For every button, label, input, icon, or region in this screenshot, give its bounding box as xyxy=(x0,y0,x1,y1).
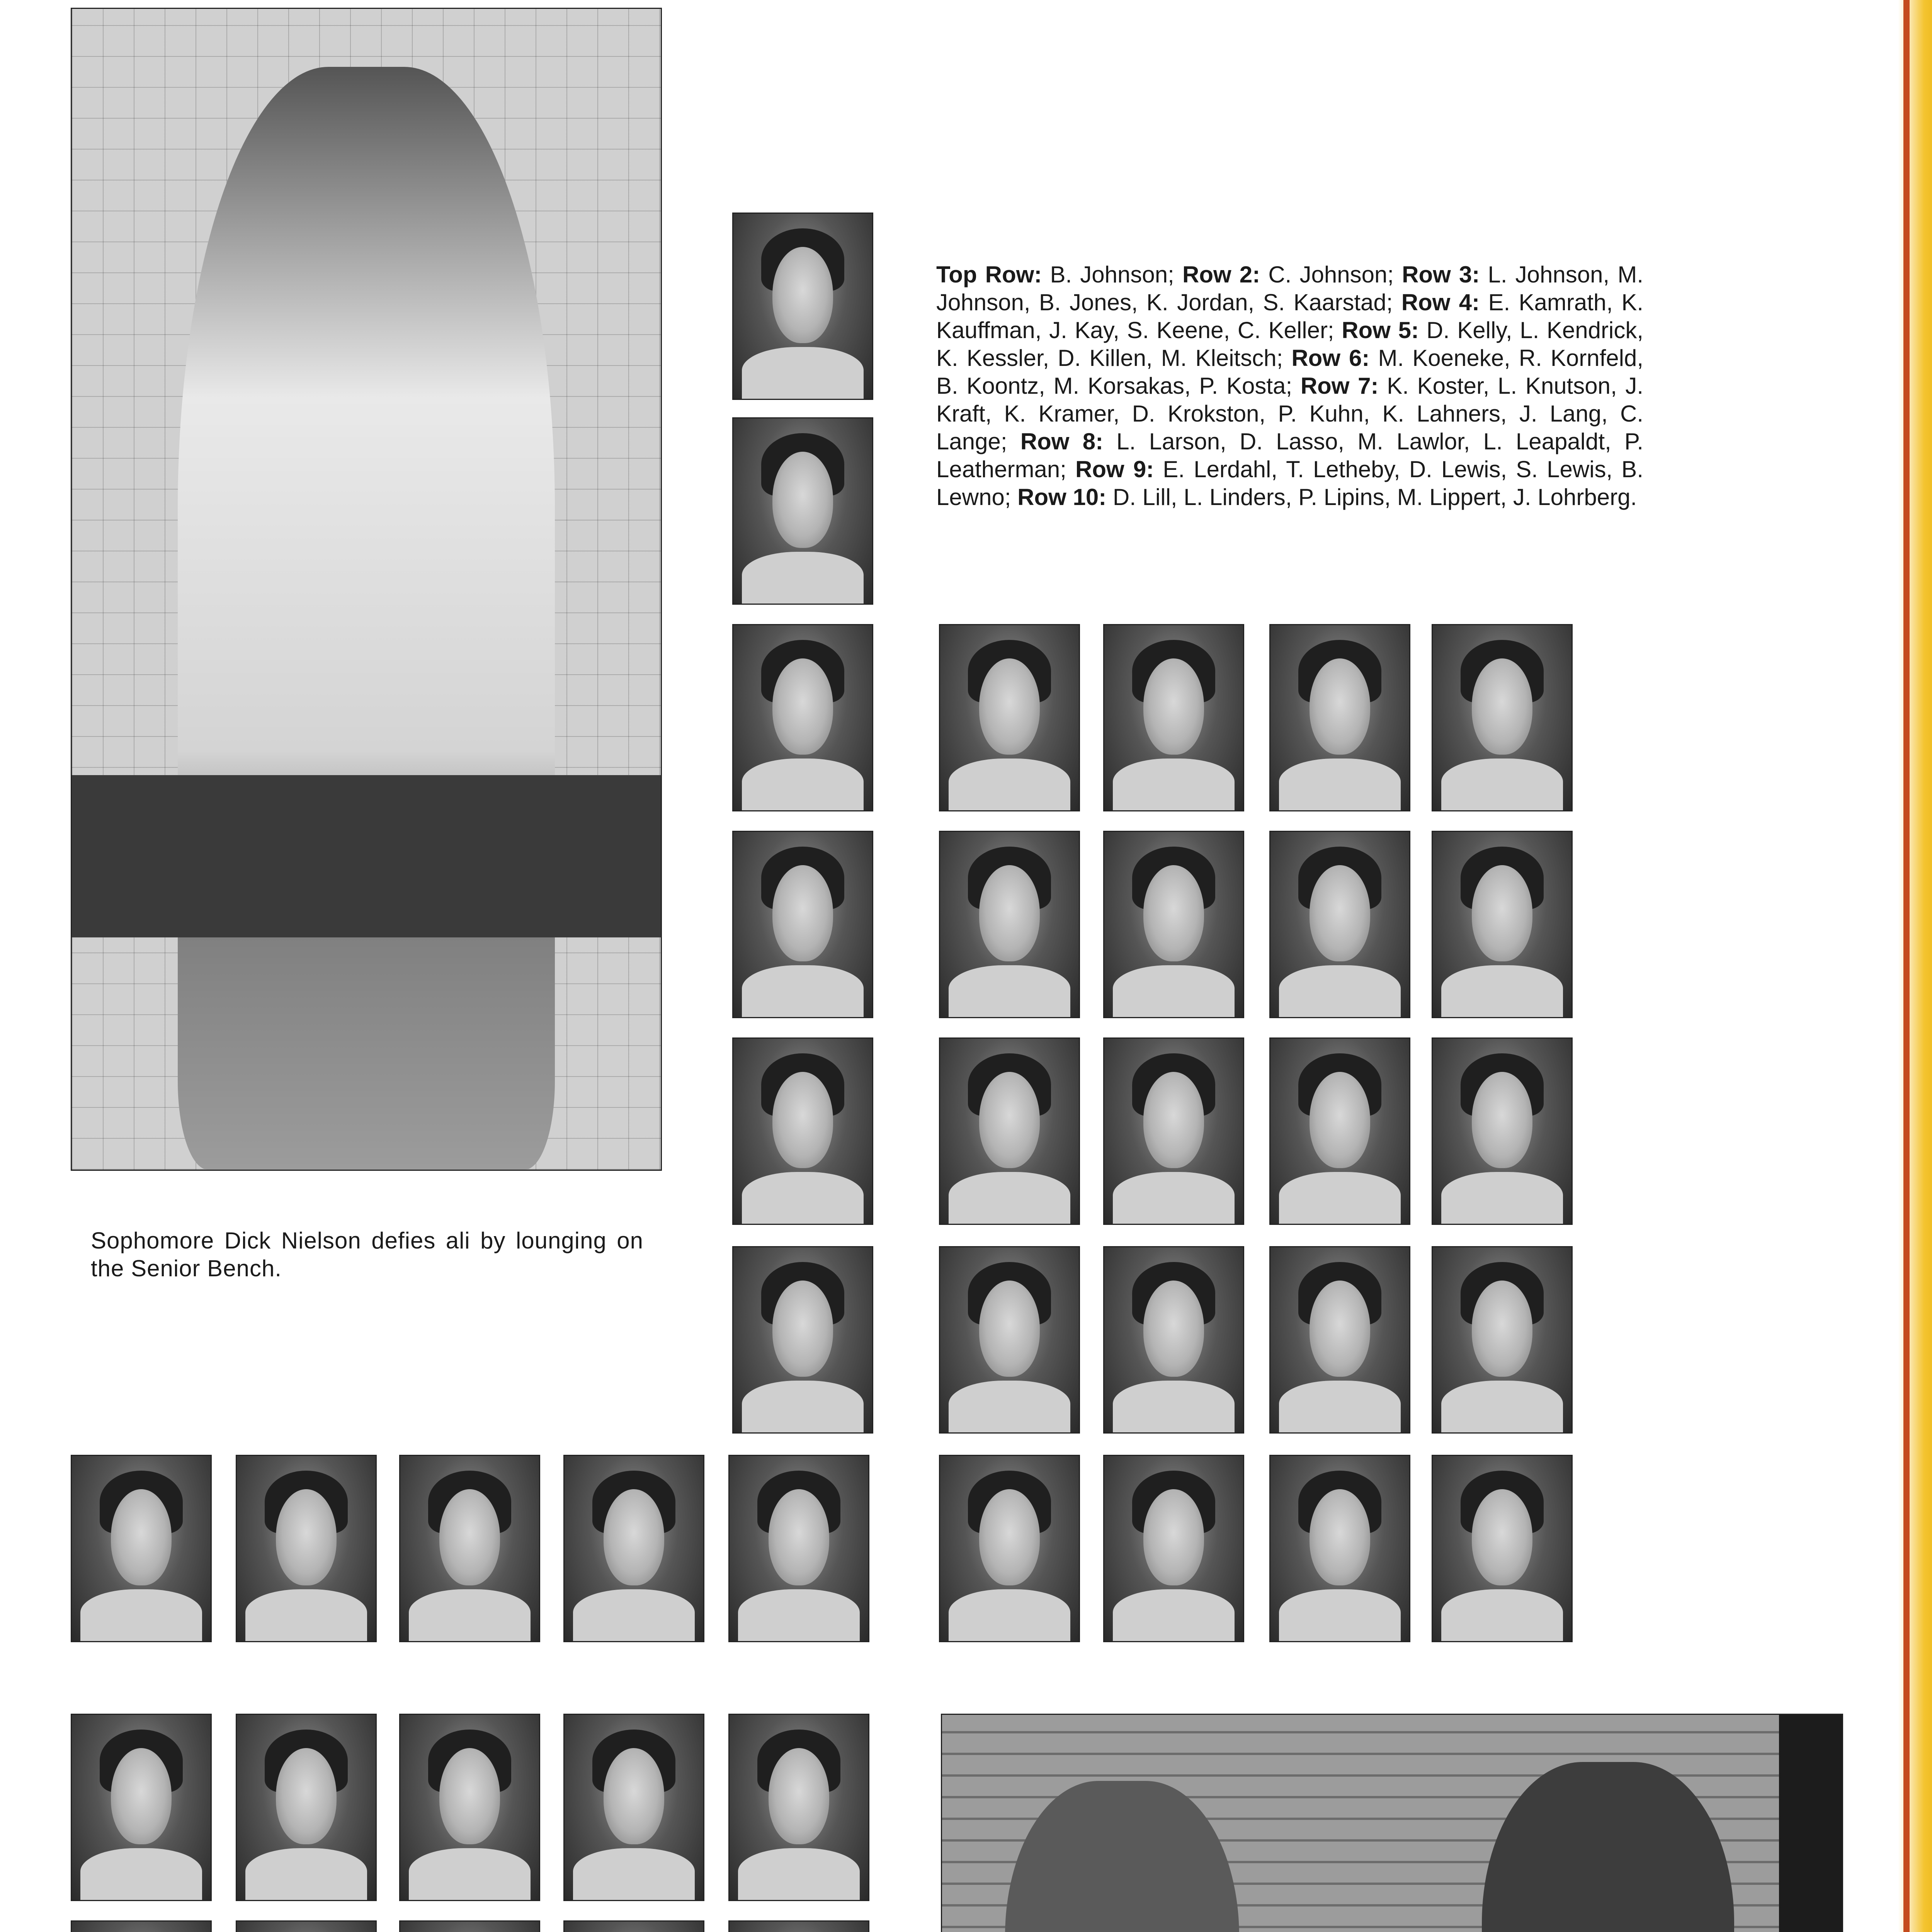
portrait-shoulders xyxy=(1113,1381,1235,1432)
student-left xyxy=(1005,1781,1239,1932)
student-portrait xyxy=(1269,1037,1410,1225)
student-portrait xyxy=(1103,1455,1244,1642)
portrait-shoulders xyxy=(949,1589,1071,1641)
roster-row-names: K. Koster, L. Knutson, J. Kraft, K. Kramer, D. Krokston, P. Kuhn, K. Lahners, J. Lang, C. Lange; xyxy=(936,373,1643,454)
portrait-face xyxy=(772,1281,833,1377)
student-portrait xyxy=(1269,1246,1410,1434)
portrait-shoulders xyxy=(1113,1172,1235,1224)
student-portrait xyxy=(1432,624,1573,811)
bench-caption: Sophomore Dick Nielson defies ali by lounging on the Senior Bench. xyxy=(91,1228,643,1281)
portrait-face xyxy=(439,1748,500,1844)
portrait-face xyxy=(769,1489,830,1585)
student-figure xyxy=(178,67,554,1170)
portrait-face xyxy=(1310,865,1371,961)
student-portrait xyxy=(939,831,1080,1018)
student-portrait xyxy=(1269,831,1410,1018)
portrait-shoulders xyxy=(409,1848,531,1900)
student-portrait xyxy=(1103,624,1244,811)
lunch-photo xyxy=(941,1714,1843,1932)
portrait-face xyxy=(979,1281,1040,1377)
portrait-face xyxy=(1143,1072,1204,1168)
student-portrait xyxy=(236,1714,377,1901)
portrait-shoulders xyxy=(949,965,1071,1017)
portrait-shoulders xyxy=(245,1589,367,1641)
portrait-shoulders xyxy=(573,1848,695,1900)
student-portrait xyxy=(236,1455,377,1642)
portrait-shoulders xyxy=(738,1589,860,1641)
roster-row-names: D. Kelly, L. Kendrick, K. Kessler, D. Killen, M. Kleitsch; xyxy=(936,317,1644,371)
portrait-face xyxy=(979,1489,1040,1585)
portrait-face xyxy=(276,1748,337,1844)
portrait-shoulders xyxy=(1279,1381,1401,1432)
student-portrait xyxy=(939,1455,1080,1642)
portrait-face xyxy=(111,1748,172,1844)
student-portrait xyxy=(1103,1246,1244,1434)
roster-row-names: L. Johnson, M. Johnson, B. Jones, K. Jordan, S. Kaarstad; xyxy=(936,262,1644,315)
student-portrait xyxy=(1269,624,1410,811)
portrait-shoulders xyxy=(949,1381,1071,1432)
portrait-shoulders xyxy=(742,759,864,810)
portrait-face xyxy=(1143,865,1204,961)
portrait-face xyxy=(1472,658,1533,755)
portrait-shoulders xyxy=(1441,1381,1563,1432)
student-portrait xyxy=(1269,1455,1410,1642)
portrait-shoulders xyxy=(409,1589,531,1641)
student-portrait xyxy=(732,624,873,811)
portrait-face xyxy=(1472,1281,1533,1377)
portrait-shoulders xyxy=(949,759,1071,810)
portrait-shoulders xyxy=(742,347,864,399)
portrait-shoulders xyxy=(738,1848,860,1900)
roster-row-label: Row 4: xyxy=(1401,289,1480,315)
portrait-face xyxy=(1310,658,1371,755)
roster-row-label: Row 3: xyxy=(1402,262,1480,287)
portrait-shoulders xyxy=(742,1381,864,1432)
portrait-shoulders xyxy=(1113,759,1235,810)
student-portrait xyxy=(728,1714,869,1901)
portrait-face xyxy=(1310,1281,1371,1377)
portrait-shoulders xyxy=(1113,965,1235,1017)
student-portrait xyxy=(1103,1037,1244,1225)
roster-row-label: Row 8: xyxy=(1020,429,1104,454)
portrait-shoulders xyxy=(80,1848,202,1900)
student-portrait xyxy=(732,417,873,605)
portrait-face xyxy=(276,1489,337,1585)
portrait-face xyxy=(1143,658,1204,755)
roster-row-names: E. Kamrath, K. Kauffman, J. Kay, S. Keene, C. Keller; xyxy=(936,289,1644,343)
portrait-shoulders xyxy=(1279,965,1401,1017)
student-portrait xyxy=(732,213,873,400)
student-portrait xyxy=(563,1920,704,1932)
student-portrait xyxy=(1432,1246,1573,1434)
roster-row-names: D. Lill, L. Linders, P. Lipins, M. Lippert, J. Lohrberg. xyxy=(1106,484,1637,510)
student-portrait xyxy=(71,1455,212,1642)
student-portrait xyxy=(236,1920,377,1932)
roster-row-names: L. Larson, D. Lasso, M. Lawlor, L. Leapaldt, P. Leatherman; xyxy=(936,429,1643,482)
portrait-shoulders xyxy=(1441,1172,1563,1224)
portrait-shoulders xyxy=(1279,1589,1401,1641)
portrait-shoulders xyxy=(1279,1172,1401,1224)
portrait-shoulders xyxy=(742,1172,864,1224)
roster-row-label: Top Row: xyxy=(936,262,1042,287)
roster-row-label: Row 9: xyxy=(1075,456,1154,482)
portrait-face xyxy=(604,1748,665,1844)
roster-row-label: Row 7: xyxy=(1300,373,1379,399)
student-portrait xyxy=(71,1920,212,1932)
senior-bench xyxy=(72,775,661,938)
portrait-shoulders xyxy=(80,1589,202,1641)
student-portrait xyxy=(563,1714,704,1901)
student-portrait xyxy=(732,831,873,1018)
portrait-face xyxy=(772,865,833,961)
student-portrait xyxy=(728,1455,869,1642)
roster-row-label: Row 6: xyxy=(1291,345,1370,371)
doorway xyxy=(1779,1715,1842,1932)
roster-row-names: B. Johnson; xyxy=(1042,262,1182,287)
student-portrait xyxy=(563,1455,704,1642)
portrait-face xyxy=(1143,1281,1204,1377)
student-portrait xyxy=(939,1037,1080,1225)
roster-row-label: Row 10: xyxy=(1017,484,1107,510)
portrait-face xyxy=(769,1748,830,1844)
roster-row-names: M. Koeneke, R. Kornfeld, B. Koontz, M. Korsakas, P. Kosta; xyxy=(936,345,1644,399)
student-portrait xyxy=(1432,1455,1573,1642)
roster-row-label: Row 5: xyxy=(1342,317,1419,343)
student-right xyxy=(1482,1762,1734,1932)
portrait-face xyxy=(439,1489,500,1585)
student-portrait xyxy=(399,1455,540,1642)
bench-photo xyxy=(71,8,662,1171)
portrait-face xyxy=(772,452,833,548)
portrait-face xyxy=(604,1489,665,1585)
roster-row-names: C. Johnson; xyxy=(1260,262,1402,287)
student-portrait xyxy=(939,624,1080,811)
portrait-face xyxy=(1472,865,1533,961)
roster-row-label: Row 2: xyxy=(1182,262,1260,287)
student-portrait xyxy=(732,1246,873,1434)
portrait-shoulders xyxy=(1113,1589,1235,1641)
portrait-face xyxy=(1472,1489,1533,1585)
student-portrait xyxy=(1103,831,1244,1018)
portrait-face xyxy=(979,865,1040,961)
roster-row-names: E. Lerdahl, T. Letheby, D. Lewis, S. Lewis, B. Lewno; xyxy=(936,456,1643,510)
student-portrait xyxy=(939,1246,1080,1434)
student-portrait xyxy=(399,1714,540,1901)
roster-text xyxy=(936,261,1643,511)
student-portrait xyxy=(1432,831,1573,1018)
portrait-shoulders xyxy=(742,965,864,1017)
portrait-shoulders xyxy=(245,1848,367,1900)
portrait-shoulders xyxy=(1441,1589,1563,1641)
portrait-face xyxy=(772,658,833,755)
portrait-face xyxy=(772,247,833,343)
student-portrait xyxy=(732,1037,873,1225)
student-portrait xyxy=(728,1920,869,1932)
portrait-shoulders xyxy=(949,1172,1071,1224)
student-portrait xyxy=(1432,1037,1573,1225)
portrait-face xyxy=(979,658,1040,755)
portrait-face xyxy=(979,1072,1040,1168)
student-portrait xyxy=(399,1920,540,1932)
portrait-face xyxy=(1472,1072,1533,1168)
page-edge-red xyxy=(1903,0,1910,1932)
portrait-shoulders xyxy=(573,1589,695,1641)
portrait-face xyxy=(1310,1072,1371,1168)
portrait-shoulders xyxy=(742,552,864,604)
portrait-face xyxy=(772,1072,833,1168)
portrait-shoulders xyxy=(1279,759,1401,810)
portrait-face xyxy=(1143,1489,1204,1585)
portrait-shoulders xyxy=(1441,965,1563,1017)
portrait-face xyxy=(1310,1489,1371,1585)
portrait-face xyxy=(111,1489,172,1585)
student-portrait xyxy=(71,1714,212,1901)
portrait-shoulders xyxy=(1441,759,1563,810)
